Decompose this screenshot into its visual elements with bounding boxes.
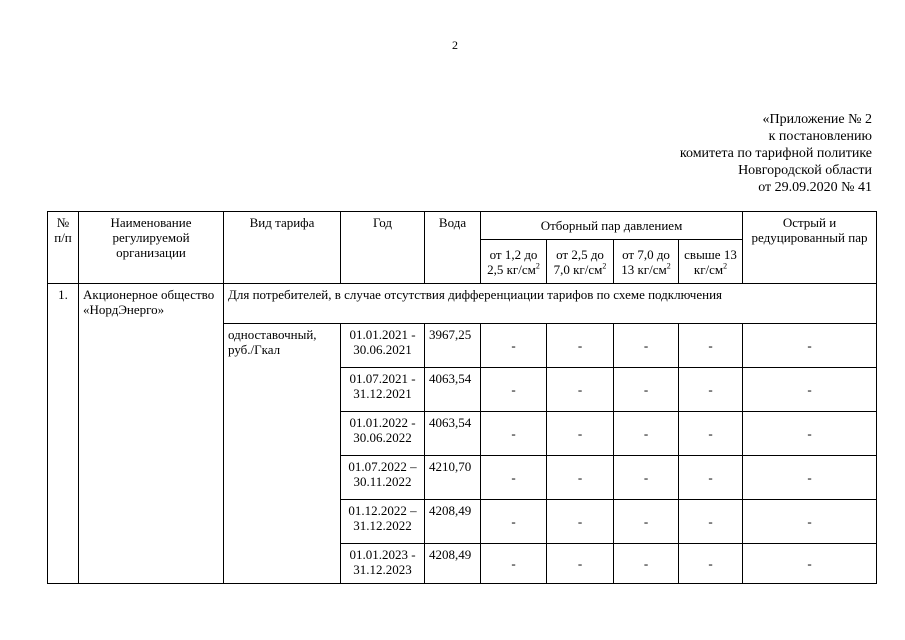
steam-value: - — [481, 324, 547, 368]
header-water: Вода — [425, 212, 481, 284]
header-steam-group: Отборный пар давлением — [481, 212, 743, 240]
page-number: 2 — [452, 38, 458, 52]
header-year: Год — [341, 212, 425, 284]
appendix-line: комитета по тарифной политике — [679, 146, 872, 161]
header-steam-col: от 1,2 до 2,5 $кг/см^2$ — [481, 240, 547, 284]
tariff-label: одноставочный, руб./Гкал — [224, 324, 341, 584]
steam-value: - — [679, 544, 743, 584]
steam-value: - — [547, 544, 614, 584]
period-cell: 01.07.2022 – 30.11.2022 — [341, 456, 425, 500]
steam-value: - — [481, 500, 547, 544]
steam-value: - — [547, 412, 614, 456]
steam-value: - — [481, 412, 547, 456]
steam-value: - — [547, 500, 614, 544]
header-steam-col: свыше 13 $кг/см^2$ — [679, 240, 743, 284]
appendix-line: «Приложение № 2 — [762, 112, 872, 127]
steam-value: - — [614, 456, 679, 500]
appendix-header — [680, 111, 872, 196]
water-value: 4210,70 — [425, 456, 481, 500]
steam-value: - — [614, 544, 679, 584]
steam-value: - — [614, 368, 679, 412]
steam-value: - — [481, 456, 547, 500]
header-reduced: Острый и редуцированный пар — [743, 212, 877, 284]
header-org: Наименование регулируемой организации — [79, 212, 224, 284]
appendix-line: от 29.09.2020 № 41 — [758, 180, 872, 195]
reduced-value: - — [743, 544, 877, 584]
steam-value: - — [614, 412, 679, 456]
steam-value: - — [614, 500, 679, 544]
water-value: 4063,54 — [425, 368, 481, 412]
steam-value: - — [679, 456, 743, 500]
organization-name: Акционерное общество «НордЭнерго» — [79, 284, 224, 584]
appendix-line: к постановлению — [768, 129, 872, 144]
steam-value: - — [614, 324, 679, 368]
header-num: № п/п — [48, 212, 79, 284]
steam-value: - — [547, 324, 614, 368]
steam-value: - — [679, 324, 743, 368]
period-cell: 01.01.2021 - 30.06.2021 — [341, 324, 425, 368]
steam-value: - — [547, 368, 614, 412]
reduced-value: - — [743, 324, 877, 368]
tariff-table — [47, 211, 877, 584]
steam-value: - — [547, 456, 614, 500]
reduced-value: - — [743, 368, 877, 412]
header-steam-col: от 2,5 до 7,0 $кг/см^2$ — [547, 240, 614, 284]
steam-value: - — [679, 500, 743, 544]
water-value: 3967,25 — [425, 324, 481, 368]
appendix-line: Новгородской области — [738, 163, 872, 178]
period-cell: 01.12.2022 – 31.12.2022 — [341, 500, 425, 544]
period-cell: 01.01.2022 - 30.06.2022 — [341, 412, 425, 456]
reduced-value: - — [743, 456, 877, 500]
steam-value: - — [481, 368, 547, 412]
steam-value: - — [481, 544, 547, 584]
water-value: 4208,49 — [425, 500, 481, 544]
water-value: 4063,54 — [425, 412, 481, 456]
section-label: Для потребителей, в случае отсутствия дифференциации тарифов по схеме подключения — [224, 284, 877, 324]
period-cell: 01.07.2021 - 31.12.2021 — [341, 368, 425, 412]
row-number: 1. — [48, 284, 79, 584]
period-cell: 01.01.2023 - 31.12.2023 — [341, 544, 425, 584]
header-steam-col: от 7,0 до 13 $кг/см^2$ — [614, 240, 679, 284]
steam-value: - — [679, 368, 743, 412]
reduced-value: - — [743, 412, 877, 456]
water-value: 4208,49 — [425, 544, 481, 584]
reduced-value: - — [743, 500, 877, 544]
steam-value: - — [679, 412, 743, 456]
header-tariff-type: Вид тарифа — [224, 212, 341, 284]
